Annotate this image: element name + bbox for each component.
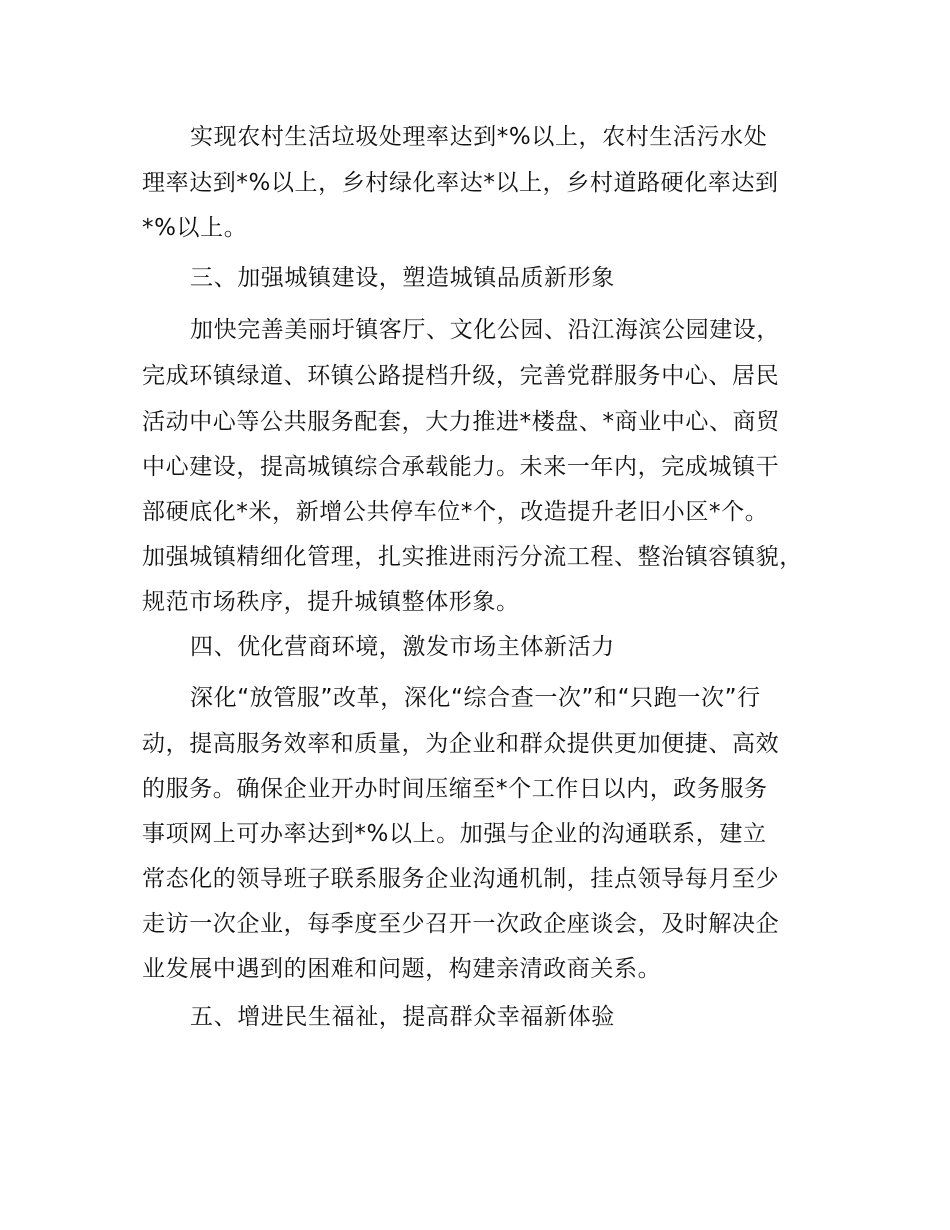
paragraph-3-line-5: 常态化的领导班子联系服务企业沟通机制，挂点领导每月至少 xyxy=(142,866,780,892)
section-heading-3: 三、加强城镇建设，塑造城镇品质新形象 xyxy=(190,265,615,291)
paragraph-2-line-7: 规范市场秩序，提升城镇整体形象。 xyxy=(142,589,520,615)
paragraph-2-line-3: 活动中心等公共服务配套，大力推进*楼盘、*商业中心、商贸 xyxy=(142,409,780,435)
paragraph-3-line-2: 动，提高服务效率和质量，为企业和群众提供更加便捷、高效 xyxy=(142,731,780,757)
paragraph-2-line-5: 部硬底化*米，新增公共停车位*个，改造提升老旧小区*个。 xyxy=(142,499,769,525)
paragraph-3-line-4: 事项网上可办率达到*%以上。加强与企业的沟通联系，建立 xyxy=(142,821,767,847)
paragraph-3-line-3: 的服务。确保企业开办时间压缩至*个工作日以内，政务服务 xyxy=(142,776,768,802)
section-heading-5: 五、增进民生福祉，提高群众幸福新体验 xyxy=(190,1004,615,1030)
paragraph-2-line-2: 完成环镇绿道、环镇公路提档升级，完善党群服务中心、居民 xyxy=(142,363,780,389)
paragraph-3-line-7: 业发展中遇到的困难和问题，构建亲清政商关系。 xyxy=(142,956,662,982)
paragraph-3-line-1: 深化“放管服”改革，深化“综合查一次”和“只跑一次”行 xyxy=(190,685,761,711)
paragraph-2-line-1: 加快完善美丽圩镇客厅、文化公园、沿江海滨公园建设， xyxy=(190,317,780,343)
paragraph-1-line-2: 理率达到*%以上，乡村绿化率达*以上，乡村道路硬化率达到 xyxy=(142,170,779,196)
paragraph-2-line-4: 中心建设，提高城镇综合承载能力。未来一年内，完成城镇干 xyxy=(142,454,780,480)
paragraph-1-line-3: *%以上。 xyxy=(142,215,248,241)
paragraph-3-line-6: 走访一次企业，每季度至少召开一次政企座谈会，及时解决企 xyxy=(142,911,780,937)
section-heading-4: 四、优化营商环境，激发市场主体新活力 xyxy=(190,634,615,660)
paragraph-1-line-1: 实现农村生活垃圾处理率达到*%以上，农村生活污水处 xyxy=(190,124,768,150)
paragraph-2-line-6: 加强城镇精细化管理，扎实推进雨污分流工程、整治镇容镇貌， xyxy=(142,544,803,570)
